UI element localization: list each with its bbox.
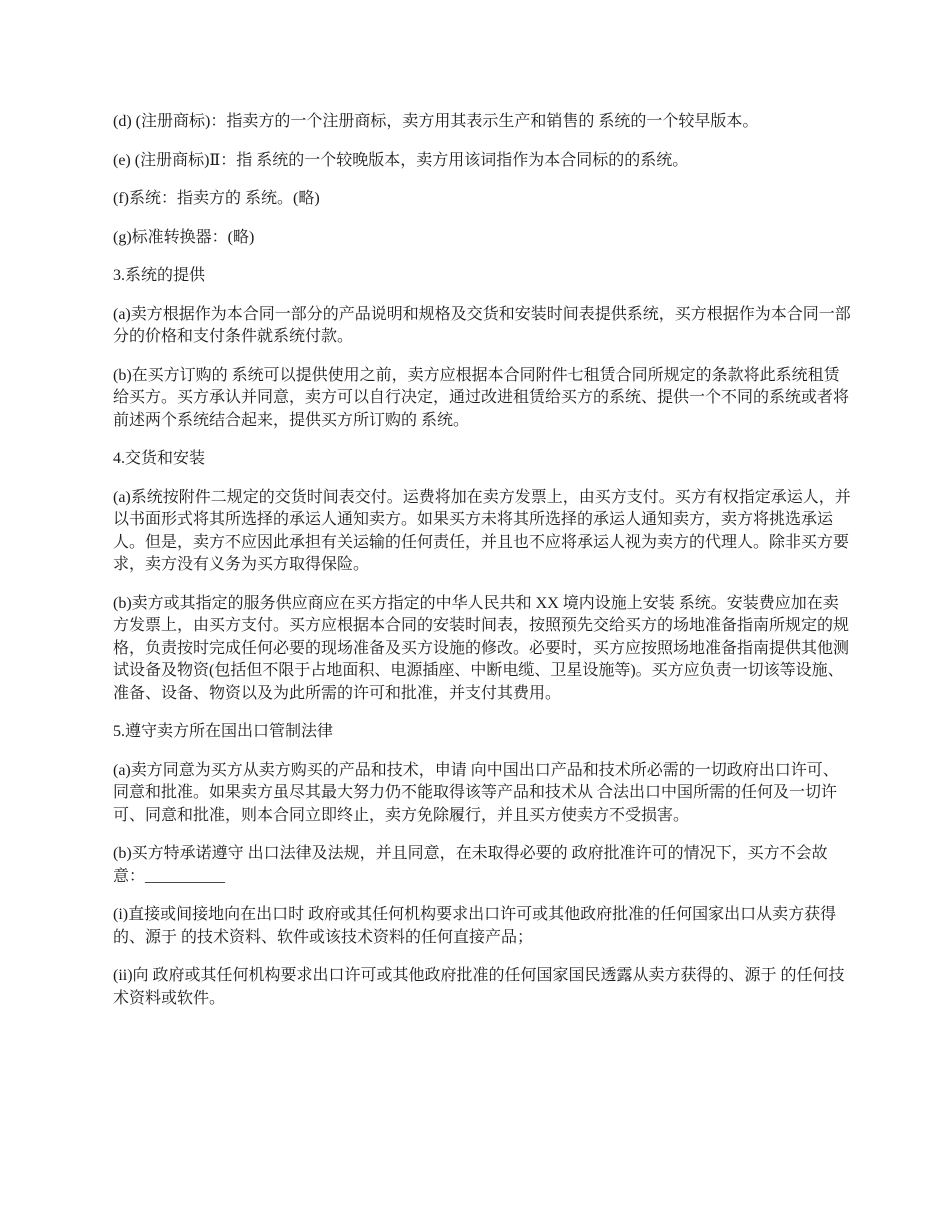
definition-g: (g)标准转换器：(略) <box>113 228 255 246</box>
clause-5b-i: (i)直接或间接地向在出口时 政府或其任何机构要求出口许可或其他政府批准的任何国家出口从卖方获得的、源于 的技术资料、软件或该技术资料的任何直接产品； <box>113 906 837 946</box>
document-page <box>113 111 853 1026</box>
clause-3b: (b)在买方订购的 系统可以提供使用之前，卖方应根据本合同附件七租赁合同所规定的条款将此系统租赁给买方。买方承认并同意，卖方可以自行决定，通过改进租赁给买方的系统、提供一个不同的系统或者将前述两个系统结合起来，提供买方所订购的 系统。 <box>113 366 850 429</box>
section-heading-5: 5.遵守卖方所在国出口管制法律 <box>113 723 334 740</box>
definition-f: (f)系统：指卖方的 系统。(略) <box>113 190 320 207</box>
section-heading-4: 4.交货和安装 <box>113 450 206 467</box>
definition-d: (d) (注册商标)：指卖方的一个注册商标，卖方用其表示生产和销售的 系统的一个较早版本。 <box>113 113 759 130</box>
clause-4b: (b)卖方或其指定的服务供应商应在买方指定的中华人民共和 XX 境内设施上安装 系统。安装费应加在卖方发票上，由买方支付。买方应根据本合同的安装时间表，按照预先交给买方的场地准备指南所规定的规格，负责按时完成任何必要的现场准备及买方设施的修改。必要时，买方应按照场地准备指南提供其他测试设备及物资(包括但不限于占地面积、电源插座、中断电缆、卫星设施等)。买方应负责一切该等设施、准备、设备、物资以及为此所需的许可和批准，并支付其费用。 <box>113 594 850 702</box>
clause-3a: (a)卖方根据作为本合同一部分的产品说明和规格及交货和安装时间表提供系统，买方根据作为本合同一部分的价格和支付条件就系统付款。 <box>113 305 851 345</box>
clause-5b-ii: (ii)向 政府或其任何机构要求出口许可或其他政府批准的任何国家国民透露从卖方获得的、源于 的任何技术资料或软件。 <box>113 967 845 1007</box>
section-heading-3: 3.系统的提供 <box>113 267 206 284</box>
clause-5a: (a)卖方同意为买方从卖方购买的产品和技术，申请 向中国出口产品和技术所必需的一切政府出口许可、同意和批准。如果卖方虽尽其最大努力仍不能取得该等产品和技术从 合法出口中国所需的任何及一切许可、同意和批准，则本合同立即终止，卖方免除履行，并且买方使卖方不受损害。 <box>113 761 839 824</box>
definition-e: (e) (注册商标)Ⅱ：指 系统的一个较晚版本，卖方用该词指作为本合同标的的系统。 <box>113 151 689 169</box>
clause-5b: (b)买方特承诺遵守 出口法律及法规，并且同意，在未取得必要的 政府批准许可的情况下，买方不会故意：__________ <box>113 845 828 885</box>
clause-4a: (a)系统按附件二规定的交货时间表交付。运费将加在卖方发票上，由买方支付。买方有权指定承运人，并以书面形式将其所选择的承运人通知卖方。如果买方未将其所选择的承运人通知卖方，卖方将挑选承运人。但是，卖方不应因此承担有关运输的任何责任，并且也不应将承运人视为卖方的代理人。除非买方要求，卖方没有义务为买方取得保险。 <box>113 488 851 573</box>
